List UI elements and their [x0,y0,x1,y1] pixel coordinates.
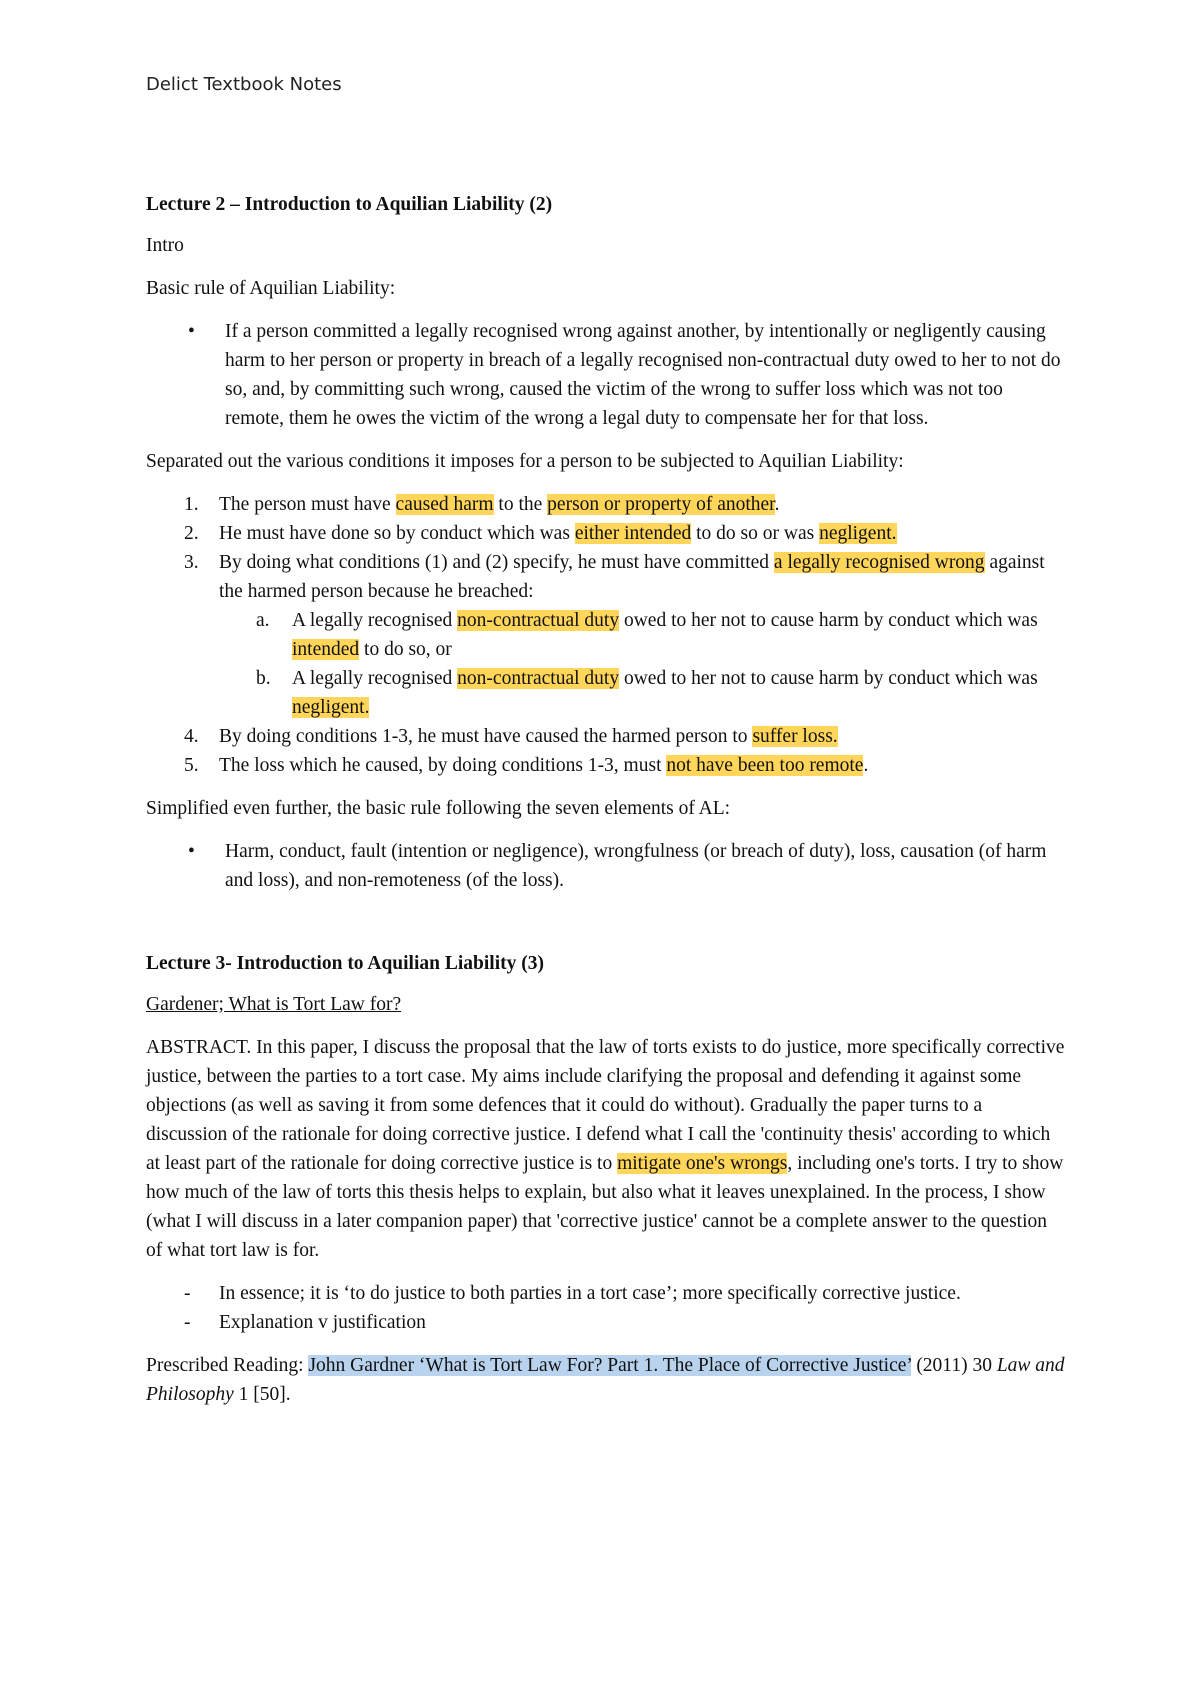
reading-text: 1 [50]. [233,1384,291,1405]
item-text: The person must have [219,494,396,515]
highlight: negligent. [292,697,370,718]
lecture2-heading: Lecture 2 – Introduction to Aquilian Liability (2) [146,194,553,215]
dash-bullet: - [184,1312,191,1333]
basic-rule-label: Basic rule of Aquilian Liability: [146,278,396,299]
conditions-list [146,490,1066,780]
item-text: owed to her not to cause harm by conduct which was [619,668,1038,689]
list-item [146,722,1066,751]
bullet-text: If a person committed a legally recognised wrong against another, by intentionally or negligently causing harm to her person or property in breach of a legally recognised non-contractual duty owed to her to not do so, and, by committing such wrong, caused the victim of the wrong to suffer loss which was not too remote, them he owes the victim of the wrong a legal duty to compensate her for that loss. [225,321,1061,429]
item-number: 5. [184,755,199,776]
highlight: a legally recognised wrong [773,552,985,573]
highlight: mitigate one's wrongs [617,1153,788,1174]
highlight: intended [292,639,360,660]
item-text: to do so, or [359,639,452,660]
lecture3-heading: Lecture 3- Introduction to Aquilian Liability (3) [146,953,544,974]
list-item [146,548,1066,722]
item-number: 4. [184,726,199,747]
document-body [146,190,1066,1423]
page-header: Delict Textbook Notes [146,74,342,95]
item-number: 1. [184,494,199,515]
reading-citation-highlight: John Gardner ‘What is Tort Law For? Part 1. The Place of Corrective Justice’ [308,1355,912,1376]
item-text: By doing conditions 1-3, he must have caused the harmed person to [219,726,753,747]
item-text: to the [493,494,548,515]
dash-text: In essence; it is ‘to do justice to both parties in a tort case’; more specifically corrective justice. [219,1283,961,1304]
bullet-text: Harm, conduct, fault (intention or negligence), wrongfulness (or breach of duty), loss, causation (of harm and loss), and non-remoteness (of the loss). [225,841,1047,891]
basic-rule-bullets [146,317,1066,433]
journal-title: Law and Philosophy [146,1355,1065,1405]
item-letter: a. [256,610,270,631]
section-spacer [146,909,1066,949]
item-letter: b. [256,668,271,689]
bullet-icon: • [188,321,195,342]
item-text: owed to her not to cause harm by conduct which was [619,610,1038,631]
list-item [146,1279,1066,1308]
item-text: The loss which he caused, by doing conditions 1-3, must [219,755,667,776]
list-item [146,751,1066,780]
prescribed-reading [146,1351,1066,1409]
separated-text: Separated out the various conditions it imposes for a person to be subjected to Aquilian Liability: [146,451,904,472]
item-text: against the harmed person because he breached: [219,552,1045,602]
list-item [146,490,1066,519]
list-item [146,519,1066,548]
item-number: 3. [184,552,199,573]
list-item [219,606,1066,664]
gardener-subheading: Gardener; What is Tort Law for? [146,994,402,1015]
item-text: A legally recognised [292,668,458,689]
highlight: caused harm [395,494,494,515]
item-text: . [863,755,869,776]
list-item [146,837,1066,895]
item-number: 2. [184,523,199,544]
highlight: person or property of another [547,494,775,515]
list-item [219,664,1066,722]
abstract-text: ABSTRACT. In this paper, I discuss the proposal that the law of torts exists to do justice, more specifically corrective justice, between the parties to a tort case. My aims include clarifying the proposal and defending it against some objections (as well as saving it from some defences that it could do without). Gradually the paper turns to a discussion of the rationale for doing corrective justice. I defend what I call the 'continuity thesis' according to which at least part of the rationale for doing corrective justice is to [146,1037,1065,1174]
highlight: suffer loss. [752,726,838,747]
item-text: By doing what conditions (1) and (2) specify, he must have committed [219,552,774,573]
highlight: not have been too remote [666,755,864,776]
intro-text: Intro [146,235,184,256]
highlight: non-contractual duty [457,668,620,689]
highlight: non-contractual duty [457,610,620,631]
item-text: A legally recognised [292,610,458,631]
highlight: negligent. [819,523,897,544]
list-item [146,1308,1066,1337]
highlight: either intended [574,523,692,544]
bullet-icon: • [188,841,195,862]
item-text: He must have done so by conduct which was [219,523,575,544]
item-text: . [774,494,780,515]
abstract-text: , including one's torts. I try to show how much of the law of torts this thesis helps to explain, but also what it leaves unexplained. In the process, I show (what I will discuss in a later companion paper) that 'corrective justice' cannot be a complete answer to the question of what tort law is for. [146,1153,1064,1261]
simplified-text: Simplified even further, the basic rule following the seven elements of AL: [146,798,731,819]
dash-text: Explanation v justification [219,1312,426,1333]
reading-text: (2011) 30 [911,1355,997,1376]
notes-dash-list [146,1279,1066,1337]
reading-label: Prescribed Reading: [146,1355,309,1376]
elements-bullets [146,837,1066,895]
item-text: to do so or was [691,523,820,544]
dash-bullet: - [184,1283,191,1304]
sub-conditions-list [219,606,1066,722]
abstract-paragraph [146,1033,1066,1265]
list-item [146,317,1066,433]
